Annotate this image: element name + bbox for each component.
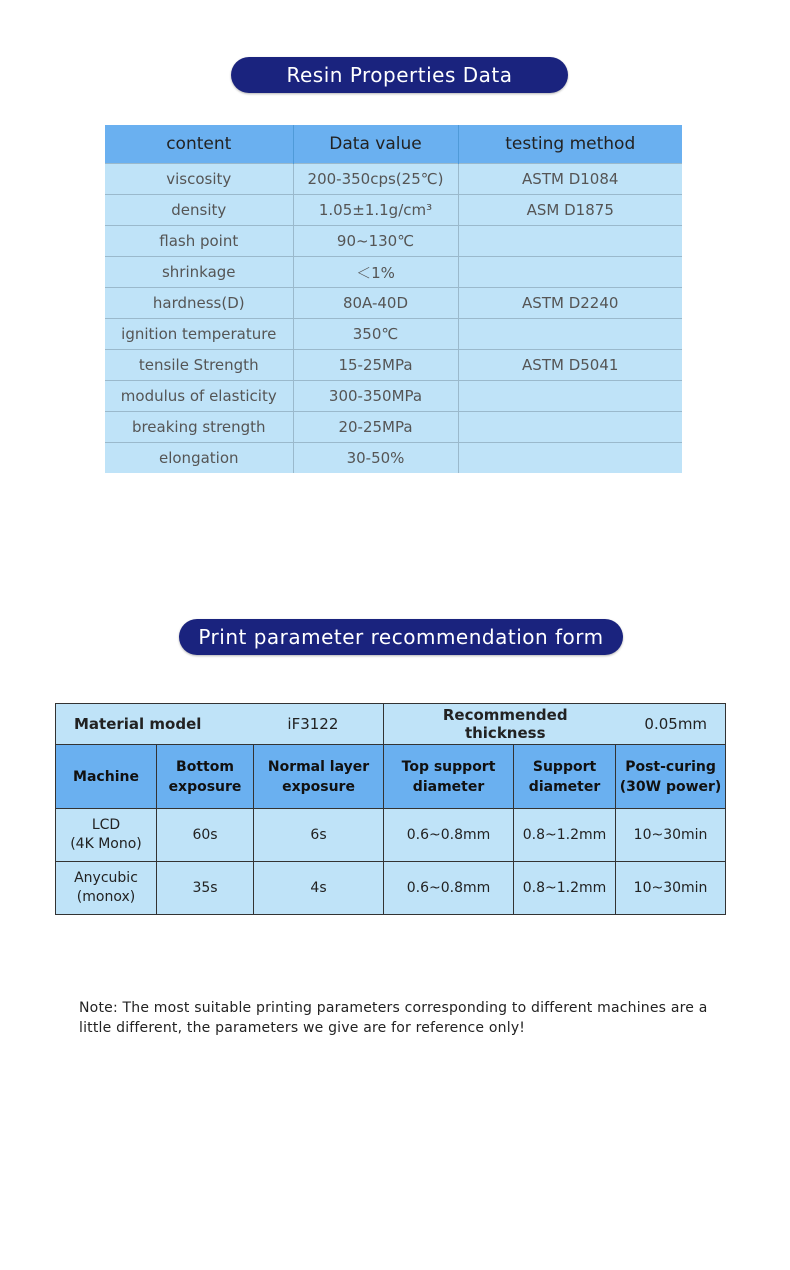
testing-method-cell — [458, 226, 682, 257]
table-row — [105, 226, 682, 257]
property-value-cell: 300-350MPa — [293, 381, 458, 412]
property-name-cell: flash point — [105, 226, 293, 257]
machine-header — [56, 745, 157, 809]
machine-header-line: Machine — [73, 768, 139, 785]
resin-properties-table — [105, 125, 682, 473]
normal-layer-exposure-header-line: Normal layer — [267, 758, 370, 775]
property-value-cell: 80A-40D — [293, 288, 458, 319]
table-row — [105, 443, 682, 474]
post-curing-cell: 10~30min — [616, 809, 726, 862]
support-diameter-header — [514, 745, 616, 809]
property-name-cell: elongation — [105, 443, 293, 474]
support-diameter-header-line: Support — [532, 758, 597, 775]
property-name-cell: tensile Strength — [105, 350, 293, 381]
recommended-thickness-value: 0.05mm — [644, 715, 708, 733]
table-row — [105, 257, 682, 288]
post-curing-header — [616, 745, 726, 809]
testing-method-cell: ASTM D2240 — [458, 288, 682, 319]
material-model-label: Material model — [74, 715, 202, 733]
table-row — [105, 381, 682, 412]
column-header-content: content — [105, 125, 293, 164]
post-curing-cell: 10~30min — [616, 862, 726, 915]
testing-method-cell: ASM D1875 — [458, 195, 682, 226]
bottom-exposure-cell: 60s — [157, 809, 254, 862]
testing-method-cell — [458, 319, 682, 350]
normal-layer-exposure-cell: 4s — [254, 862, 384, 915]
table-row — [105, 412, 682, 443]
material-model-cell — [56, 704, 384, 745]
post-curing-header-line: (30W power) — [619, 778, 722, 795]
property-name-cell: shrinkage — [105, 257, 293, 288]
machine-name-line: (4K Mono) — [70, 836, 142, 852]
property-value-cell: 200-350cps(25℃) — [293, 164, 458, 195]
recommended-thickness-cell — [384, 704, 726, 745]
bottom-exposure-header-line: Bottom — [176, 758, 234, 775]
print-parameter-title: Print parameter recommendation form — [179, 619, 623, 655]
bottom-exposure-header — [157, 745, 254, 809]
testing-method-cell — [458, 257, 682, 288]
testing-method-cell: ASTM D1084 — [458, 164, 682, 195]
machine-cell — [56, 862, 157, 915]
material-model-value: iF3122 — [287, 715, 339, 733]
property-value-cell: ＜1% — [293, 257, 458, 288]
machine-cell — [56, 809, 157, 862]
property-name-cell: density — [105, 195, 293, 226]
support-diameter-cell: 0.8~1.2mm — [514, 862, 616, 915]
note-text: Note: The most suitable printing parameters corresponding to different machines are a little different, the parameters we give are for reference only! — [79, 1000, 708, 1036]
top-support-diameter-cell: 0.6~0.8mm — [384, 862, 514, 915]
table-row — [105, 319, 682, 350]
testing-method-cell: ASTM D5041 — [458, 350, 682, 381]
parameter-header-row — [56, 745, 726, 809]
machine-name-line: Anycubic — [74, 870, 138, 886]
table-row — [105, 350, 682, 381]
property-name-cell: ignition temperature — [105, 319, 293, 350]
post-curing-header-line: Post-curing — [625, 758, 716, 775]
table-row — [56, 809, 726, 862]
property-value-cell: 90~130℃ — [293, 226, 458, 257]
table-header-row — [105, 125, 682, 164]
machine-name-line: (monox) — [76, 889, 136, 905]
table-row — [105, 288, 682, 319]
machine-name-line: LCD — [91, 817, 121, 833]
column-header-testing-method: testing method — [458, 125, 682, 164]
resin-properties-title: Resin Properties Data — [231, 57, 568, 93]
table-row — [105, 195, 682, 226]
top-support-diameter-header-line: diameter — [412, 778, 485, 795]
bottom-exposure-header-line: exposure — [168, 778, 242, 795]
normal-layer-exposure-cell: 6s — [254, 809, 384, 862]
table-row — [56, 862, 726, 915]
normal-layer-exposure-header-line: exposure — [282, 778, 355, 795]
top-support-diameter-header-line: Top support — [401, 758, 496, 775]
top-support-diameter-cell: 0.6~0.8mm — [384, 809, 514, 862]
property-name-cell: modulus of elasticity — [105, 381, 293, 412]
recommended-thickness-label: Recommended thickness — [442, 706, 568, 742]
testing-method-cell — [458, 443, 682, 474]
material-row — [56, 704, 726, 745]
property-value-cell: 1.05±1.1g/cm³ — [293, 195, 458, 226]
top-support-diameter-header — [384, 745, 514, 809]
property-value-cell: 30-50% — [293, 443, 458, 474]
testing-method-cell — [458, 381, 682, 412]
support-diameter-header-line: diameter — [528, 778, 601, 795]
property-value-cell: 20-25MPa — [293, 412, 458, 443]
property-name-cell: breaking strength — [105, 412, 293, 443]
property-name-cell: viscosity — [105, 164, 293, 195]
property-value-cell: 350℃ — [293, 319, 458, 350]
column-header-data-value: Data value — [293, 125, 458, 164]
table-row — [105, 164, 682, 195]
property-name-cell: hardness(D) — [105, 288, 293, 319]
normal-layer-exposure-header — [254, 745, 384, 809]
print-parameter-table — [55, 703, 726, 915]
property-value-cell: 15-25MPa — [293, 350, 458, 381]
bottom-exposure-cell: 35s — [157, 862, 254, 915]
testing-method-cell — [458, 412, 682, 443]
support-diameter-cell: 0.8~1.2mm — [514, 809, 616, 862]
